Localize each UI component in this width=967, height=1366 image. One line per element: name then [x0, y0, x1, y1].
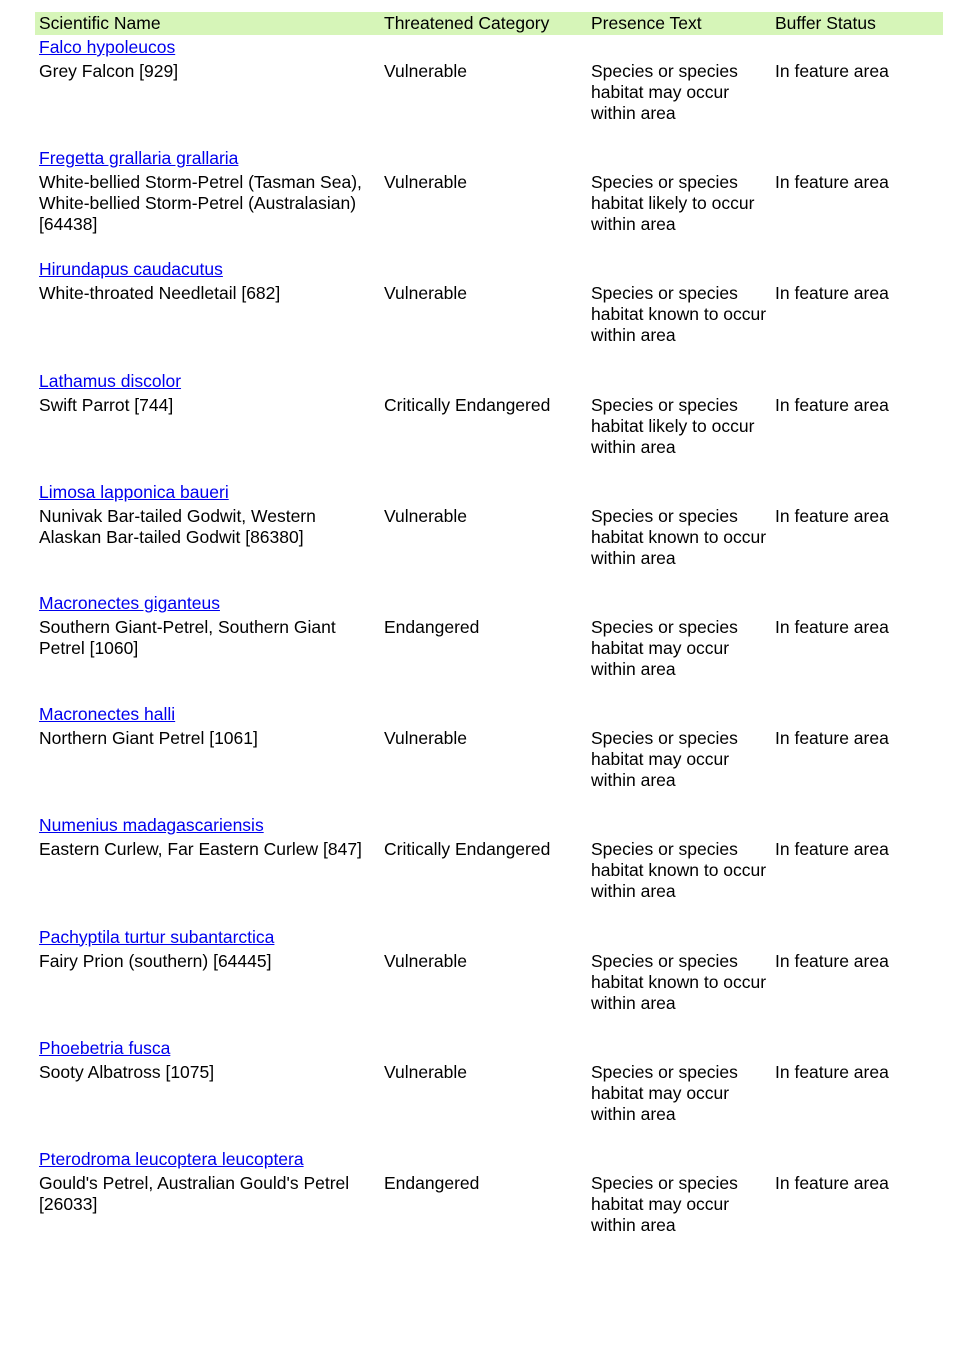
threatened-category: Endangered [384, 616, 480, 637]
table-row [35, 927, 943, 1038]
common-name: White-bellied Storm-Petrel (Tasman Sea), White-bellied Storm-Petrel (Australasian) [64438] [39, 172, 362, 235]
header-presence-text: Presence Text [591, 13, 702, 33]
buffer-status: In feature area [775, 616, 889, 637]
presence-text: Species or species habitat known to occur within area [591, 505, 767, 568]
table-row [35, 37, 943, 148]
threatened-category: Vulnerable [384, 1061, 468, 1082]
header-threatened-category: Threatened Category [384, 13, 550, 33]
threatened-category: Endangered [384, 1172, 480, 1193]
scientific-name-link[interactable]: Falco hypoleucos [39, 37, 176, 57]
presence-text: Species or species habitat known to occur within area [591, 950, 767, 1013]
threatened-category: Critically Endangered [384, 394, 551, 415]
buffer-status: In feature area [775, 505, 889, 526]
species-table [35, 37, 943, 1260]
table-row [35, 815, 943, 926]
buffer-status: In feature area [775, 283, 889, 304]
table-row [35, 148, 943, 259]
scientific-name-link[interactable]: Fregetta grallaria grallaria [39, 148, 239, 169]
table-header-row [35, 12, 943, 35]
scientific-name-link[interactable]: Pachyptila turtur subantarctica [39, 926, 275, 947]
common-name: Swift Parrot [744] [39, 394, 174, 415]
scientific-name-link[interactable]: Limosa lapponica baueri [39, 481, 229, 502]
common-name: Eastern Curlew, Far Eastern Curlew [847] [39, 839, 362, 860]
common-name: Gould's Petrel, Australian Gould's Petrel [26033] [39, 1172, 350, 1214]
scientific-name-link[interactable]: Hirundapus caudacutus [39, 259, 223, 280]
presence-text: Species or species habitat known to occur within area [591, 283, 767, 346]
buffer-status: In feature area [775, 172, 889, 193]
common-name: Fairy Prion (southern) [64445] [39, 950, 272, 971]
buffer-status: In feature area [775, 1061, 889, 1082]
presence-text: Species or species habitat likely to occur within area [591, 394, 755, 457]
common-name: Grey Falcon [929] [39, 61, 179, 81]
buffer-status: In feature area [775, 839, 889, 860]
table-row [35, 371, 943, 482]
table-row [35, 259, 943, 370]
scientific-name-link[interactable]: Macronectes halli [39, 704, 176, 725]
threatened-category: Critically Endangered [384, 839, 551, 860]
threatened-category: Vulnerable [384, 61, 468, 81]
buffer-status: In feature area [775, 728, 889, 749]
presence-text: Species or species habitat may occur within area [591, 728, 738, 791]
header-buffer-status: Buffer Status [775, 13, 876, 33]
scientific-name-link[interactable]: Lathamus discolor [39, 370, 182, 391]
common-name: Nunivak Bar-tailed Godwit, Western Alaskan Bar-tailed Godwit [86380] [39, 505, 316, 547]
table-row [35, 1038, 943, 1149]
header-scientific-name: Scientific Name [39, 13, 161, 33]
threatened-category: Vulnerable [384, 505, 468, 526]
common-name: White-throated Needletail [682] [39, 283, 281, 304]
table-row [35, 1149, 943, 1260]
presence-text: Species or species habitat may occur within area [591, 1172, 738, 1235]
presence-text: Species or species habitat may occur within area [591, 1061, 738, 1124]
presence-text: Species or species habitat may occur within area [591, 61, 738, 123]
threatened-category: Vulnerable [384, 172, 468, 193]
threatened-category: Vulnerable [384, 283, 468, 304]
threatened-category: Vulnerable [384, 950, 468, 971]
presence-text: Species or species habitat may occur within area [591, 616, 738, 679]
scientific-name-link[interactable]: Numenius madagascariensis [39, 815, 264, 836]
presence-text: Species or species habitat known to occur within area [591, 839, 767, 902]
buffer-status: In feature area [775, 61, 889, 81]
table-row [35, 704, 943, 815]
threatened-category: Vulnerable [384, 728, 468, 749]
scientific-name-link[interactable]: Phoebetria fusca [39, 1037, 171, 1058]
table-row [35, 482, 943, 593]
buffer-status: In feature area [775, 950, 889, 971]
common-name: Southern Giant-Petrel, Southern Giant Petrel [1060] [39, 616, 336, 658]
presence-text: Species or species habitat likely to occur within area [591, 172, 755, 235]
common-name: Sooty Albatross [1075] [39, 1061, 215, 1082]
scientific-name-link[interactable]: Macronectes giganteus [39, 592, 220, 613]
table-row [35, 593, 943, 704]
scientific-name-link[interactable]: Pterodroma leucoptera leucoptera [39, 1148, 304, 1169]
common-name: Northern Giant Petrel [1061] [39, 728, 258, 749]
buffer-status: In feature area [775, 1172, 889, 1193]
buffer-status: In feature area [775, 394, 889, 415]
